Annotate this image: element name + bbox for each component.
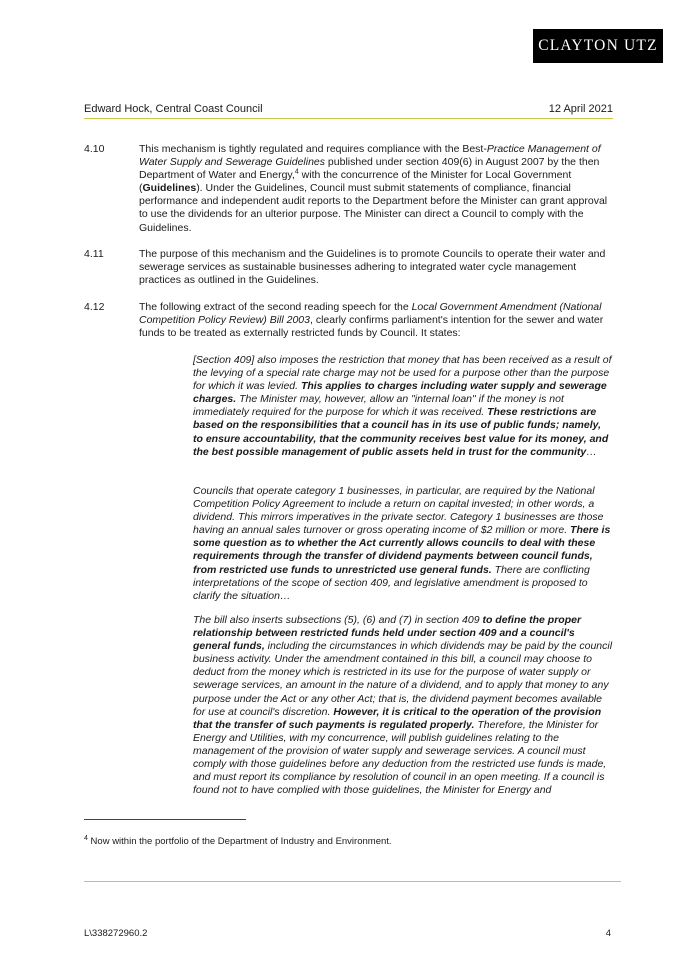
header-divider [84, 118, 613, 119]
footnote-separator [84, 819, 246, 820]
quote-block-2: Councils that operate category 1 businesses, in particular, are required by the National Competition Policy Agreement to include a return on capital invested; in other words, a dividend. This mirrors imperatives in the private sector. Category 1 businesses are those having an annual sales turnover or gross operating income of $2 million or more. There is some question as to whether the Act currently allows councils to deal with these requirements through the transfer of dividend payments between council funds, from restricted use funds to unrestricted use general funds. There are conflicting interpretations of the scope of section 409, and legislative amendment is proposed to clarify the situation… [193, 485, 611, 602]
quote-block-1: [Section 409] also imposes the restriction that money that has been received as a result of the levying of a special rate charge may not be used for a purpose other than the purpose for which it was levied. This applies to charges including water supply and sewerage charges. The Minister may, however, allow an "internal loan" if the money is not immediately required for the purpose for which it was received. These restrictions are based on the responsibilities that a council has in its use of public funds; namely, to ensure accountability, that the community receives best value for its money, and the best possible management of public assets held in trust for the community… [193, 354, 612, 458]
footer-divider [84, 881, 621, 882]
footnote-number: 4 [84, 834, 88, 842]
paragraph-text: The following extract of the second reading speech for the Local Government Amendment (National Competition Policy Review) Bill 2003, clearly confirms parliament's intention for the sewer and water funds to be treated as externally restricted funds by Council. It states: [139, 301, 604, 340]
paragraph-4-10 [84, 143, 612, 235]
footnote-ref: 4 [294, 168, 299, 176]
footnote [84, 836, 392, 847]
clayton-utz-logo: CLAYTON UTZ [533, 29, 663, 63]
paragraph-number: 4.10 [84, 143, 105, 155]
page-number: 4 [605, 928, 611, 939]
paragraph-text: The purpose of this mechanism and the Guidelines is to promote Councils to operate their water and sewerage services as sustainable businesses adhering to integrated water cycle management practices as outlined in the Guidelines. [139, 248, 606, 287]
header-date: 12 April 2021 [548, 103, 613, 115]
document-reference: L\338272960.2 [84, 928, 148, 939]
paragraph-4-12 [84, 301, 612, 340]
quote-block-3: The bill also inserts subsections (5), (6) and (7) in section 409 to define the proper relationship between restricted funds held under section 409 and a council's general funds, including the circumstances in which dividends may be paid by the council business activity. Under the amendment contained in this bill, a council may choose to deduct from the money which is restricted in its use for the purpose of water supply or sewerage services, an amount in the nature of a dividend, and to apply that money to any purpose under the Act or any other Act; that is, the dividend payment becomes available for use at council's discretion. However, it is critical to the operation of the provision that the transfer of such payments is regulated properly. Therefore, the Minister for Energy and Utilities, with my concurrence, will publish guidelines relating to the management of the provision of water supply and sewerage services. A council must comply with those guidelines before any deduction from the restricted use funds is made, and must report its compliance by resolution of council in an open meeting. If a council is found not to have complied with those guidelines, the Minister for Energy and [193, 614, 613, 797]
footnote-text: Now within the portfolio of the Department of Industry and Environment. [90, 836, 392, 847]
paragraph-text: This mechanism is tightly regulated and requires compliance with the Best-Practice Management of Water Supply and Sewerage Guidelines published under section 409(6) in August 2007 by the then Department of Water and Energy,$^4$ with the concurrence of the Minister for Local Government (Guidelines). Under the Guidelines, Council must submit statements of compliance, financial performance and independent audit reports to the Department before the Minister can grant approval to use the dividends for an ulterior purpose. The Minister can direct a Council to comply with the Guidelines. [139, 143, 608, 234]
paragraph-number: 4.11 [84, 248, 104, 260]
paragraph-number: 4.12 [84, 301, 105, 313]
header-recipient: Edward Hock, Central Coast Council [84, 103, 263, 115]
paragraph-4-11 [84, 248, 612, 287]
